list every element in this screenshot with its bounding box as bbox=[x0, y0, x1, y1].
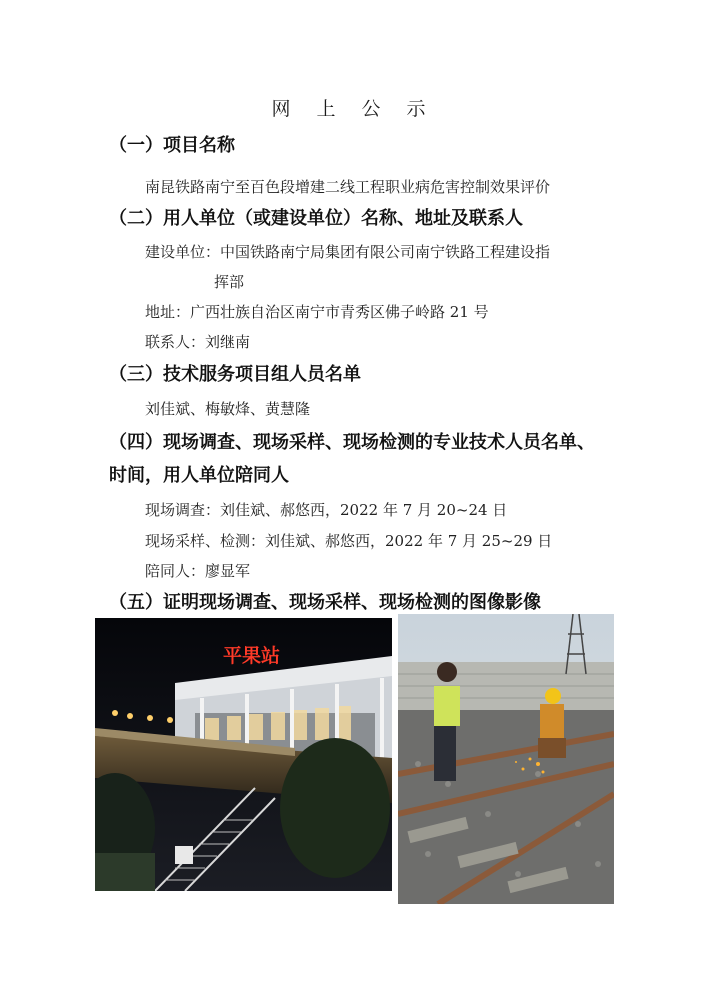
station-photo bbox=[95, 618, 392, 891]
address: 地址：广西壮族自治区南宁市青秀区佛子岭路 21 号 bbox=[145, 303, 489, 321]
contact-person: 联系人：刘继南 bbox=[145, 333, 251, 351]
section3-heading: （三）技术服务项目组人员名单 bbox=[109, 364, 361, 385]
team-members: 刘佳斌、梅敏烽、黄慧隆 bbox=[145, 400, 311, 418]
railway-work-photo bbox=[398, 614, 614, 904]
companion: 陪同人：廖显军 bbox=[145, 562, 251, 580]
station-sign: 平果站 bbox=[223, 645, 281, 667]
construction-unit-cont: 挥部 bbox=[214, 273, 245, 291]
section4-heading: （四）现场调查、现场采样、现场检测的专业技术人员名单、 bbox=[109, 432, 595, 453]
section1-heading: （一）项目名称 bbox=[109, 135, 235, 156]
project-name: 南昆铁路南宁至百色段增建二线工程职业病危害控制效果评价 bbox=[145, 178, 551, 196]
section2-heading: （二）用人单位（或建设单位）名称、地址及联系人 bbox=[109, 208, 523, 229]
section5-heading: （五）证明现场调查、现场采样、现场检测的图像影像 bbox=[109, 592, 541, 613]
section4-heading-cont: 时间，用人单位陪同人 bbox=[109, 465, 289, 486]
construction-unit: 建设单位：中国铁路南宁局集团有限公司南宁铁路工程建设指 bbox=[145, 243, 551, 261]
survey-info: 现场调查：刘佳斌、郝悠西，2022 年 7 月 20~24 日 bbox=[145, 501, 508, 519]
page-title: 网 上 公 示 bbox=[271, 98, 436, 120]
sampling-info: 现场采样、检测：刘佳斌、郝悠西，2022 年 7 月 25~29 日 bbox=[145, 532, 553, 550]
